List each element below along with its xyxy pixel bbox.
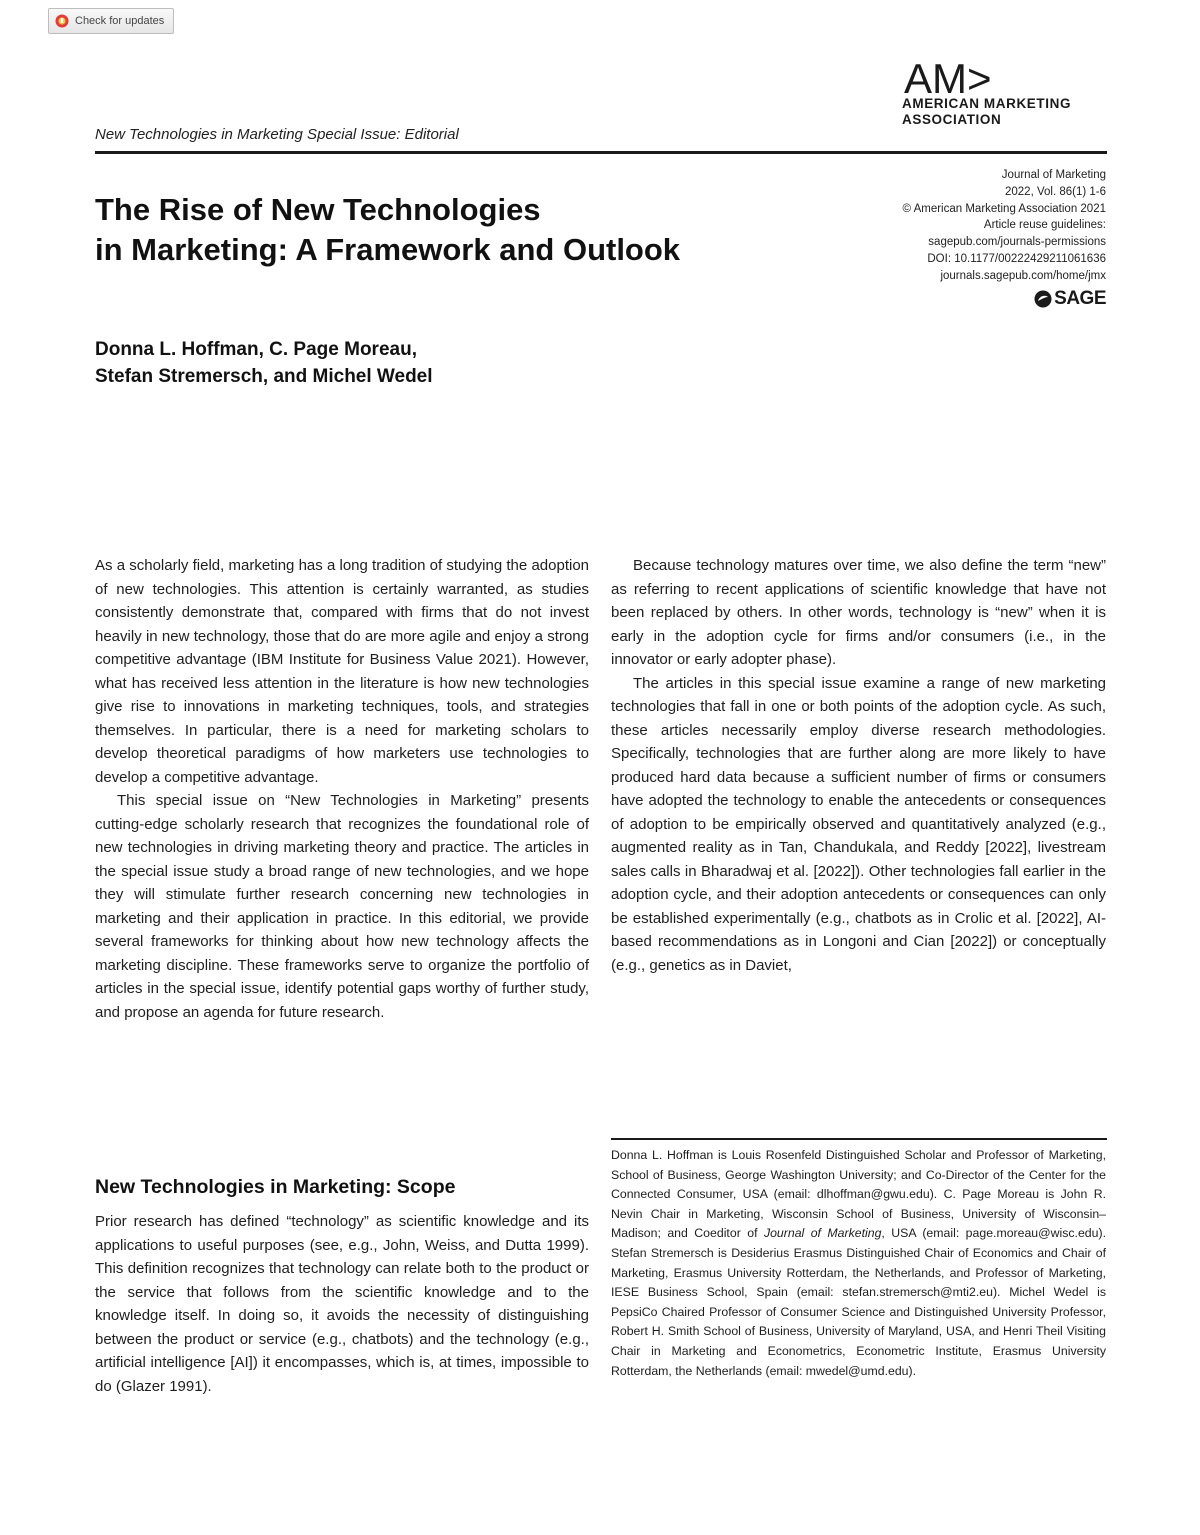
ama-logo-line2: ASSOCIATION	[902, 112, 1002, 127]
section-heading: New Technologies in Marketing: Scope	[95, 1176, 456, 1198]
authors-line1: Donna L. Hoffman, C. Page Moreau,	[95, 339, 417, 360]
body-paragraph: As a scholarly field, marketing has a long tradition of studying the adoption of new technologies. This attention is certainly warranted, as studies consistently demonstrate that, compared with firms that do not invest heavily in new technology, those that do are more agile and enjoy a strong competitive advantage (IBM Institute for Business Value 2021). However, what has received less attention in the literature is how new technologies give rise to innovations in marketing techniques, tools, and strategies themselves. In particular, there is a need for marketing scholars to develop theoretical paradigms of how marketers use technologies to develop a competitive advantage.	[95, 557, 589, 786]
article-title	[95, 190, 680, 270]
svg-text:AM>: AM>	[904, 56, 992, 96]
ama-logo-line1: AMERICAN MARKETING	[902, 96, 1072, 111]
article-title-line2: in Marketing: A Framework and Outlook	[95, 232, 681, 267]
check-for-updates-button[interactable]	[48, 8, 174, 34]
article-title-line1: The Rise of New Technologies	[95, 192, 541, 227]
body-right-column	[611, 554, 1106, 977]
reuse-label: Article reuse guidelines:	[983, 219, 1106, 232]
ama-logo	[902, 56, 1112, 128]
footnote-text-1: Donna L. Hoffman is Louis Rosenfeld Distinguished Scholar and Professor of Marketing, School of Business, George Washington University; and Co-Director of the Center for the Connected Consumer, USA (email: dlhoffman@gwu.edu). C. Page Moreau is John R. Nevin Chair in Marketing, Wisconsin School of Business, University of Wisconsin–Madison; and Coeditor of	[611, 1148, 1106, 1241]
journal-meta	[903, 167, 1106, 285]
body-paragraph: The articles in this special issue examine a range of new marketing technologies that fall in one or both points of the adoption cycle. As such, these articles necessarily employ diverse research methodologies. Specifically, technologies that are further along are more likely to have produced hard data because a sufficient number of firms or consumers have adopted the technology to enable the antecedents or consequences of adoption to be empirically observed and quantitatively analyzed (e.g., augmented reality as in Tan, Chandukala, and Reddy [2022], livestream sales calls in Bharadwaj et al. [2022]). Other technologies fall earlier in the adoption cycle, and their adoption antecedents or consequences can only be established experimentally (e.g., chatbots as in Crolic et al. [2022], AI-based recommendations as in Longoni and Cian [2022]) or conceptually (e.g., genetics as in Daviet,	[611, 674, 1106, 974]
article-authors	[95, 336, 433, 390]
footnote-text-2: , USA (email: page.moreau@wisc.edu). Stefan Stremersch is Desiderius Erasmus Distinguished Chair of Economics and Chair of Marketing, Erasmus University Rotterdam, the Netherlands, and Professor of Marketing, IESE Business School, Spain (email: stefan.stremersch@mti2.eu). Michel Wedel is PepsiCo Chaired Professor of Consumer Science and Distinguished University Professor, Robert H. Smith School of Business, University of Maryland, USA, and Henri Theil Visiting Chair in Marketing and Econometrics, Econometric Institute, Erasmus University Rotterdam, the Netherlands (email: mwedel@umd.edu).	[611, 1226, 1106, 1378]
footnote-journal-name: Journal of Marketing	[763, 1226, 882, 1241]
journal-volume: 2022, Vol. 86(1) 1-6	[1004, 185, 1106, 198]
ama-logo-mark	[902, 56, 1012, 96]
authors-line2: Stefan Stremersch, and Michel Wedel	[95, 366, 433, 387]
running-header: New Technologies in Marketing Special Issue: Editorial	[95, 126, 459, 143]
doi[interactable]: DOI: 10.1177/00222429211061636	[927, 252, 1106, 265]
header-rule	[95, 151, 1107, 154]
body-left-column	[95, 554, 589, 1024]
check-for-updates-label: Check for updates	[75, 15, 165, 27]
body-paragraph: Prior research has defined “technology” as scientific knowledge and its applications to useful purposes (see, e.g., John, Weiss, and Dutta 1999). This definition recognizes that technology can relate both to the product or the service that follows from the scientific knowledge and to the knowledge itself. In doing so, it avoids the necessity of distinguishing between the product or service (e.g., chatbots) and the technology (e.g., artificial intelligence [AI]) it encompasses, which is, at times, impossible to do (Glazer 1991).	[95, 1213, 589, 1395]
sage-swirl-icon	[1034, 290, 1052, 308]
author-footnote	[611, 1146, 1106, 1381]
section-body	[95, 1210, 589, 1398]
footnote-rule	[611, 1138, 1107, 1140]
body-paragraph: Because technology matures over time, we also define the term “new” as referring to recent applications of scientific knowledge that have not been replaced by others. In other words, technology is “new” when it is early in the adoption cycle for firms and/or consumers (i.e., in the innovator or early adopter phase).	[611, 557, 1106, 668]
journal-name: Journal of Marketing	[1001, 169, 1106, 181]
permissions-link[interactable]: sagepub.com/journals-permissions	[928, 236, 1106, 249]
journal-homepage-link[interactable]: journals.sagepub.com/home/jmx	[940, 269, 1106, 282]
sage-logo	[1034, 288, 1106, 310]
sage-logo-text: SAGE	[1054, 288, 1106, 309]
body-paragraph: This special issue on “New Technologies in Marketing” presents cutting-edge scholarly research that recognizes the foundational role of new technologies in driving marketing theory and practice. The articles in the special issue study a broad range of new technologies, and we hope they will stimulate further research concerning new technologies in marketing and their application in practice. In this editorial, we provide several frameworks for thinking about how new technology affects the marketing discipline. These frameworks serve to organize the portfolio of articles in the special issue, identify potential gaps worthy of further study, and propose an agenda for future research.	[95, 792, 589, 1021]
update-badge-icon	[55, 14, 69, 28]
copyright: © American Marketing Association 2021	[902, 202, 1106, 215]
